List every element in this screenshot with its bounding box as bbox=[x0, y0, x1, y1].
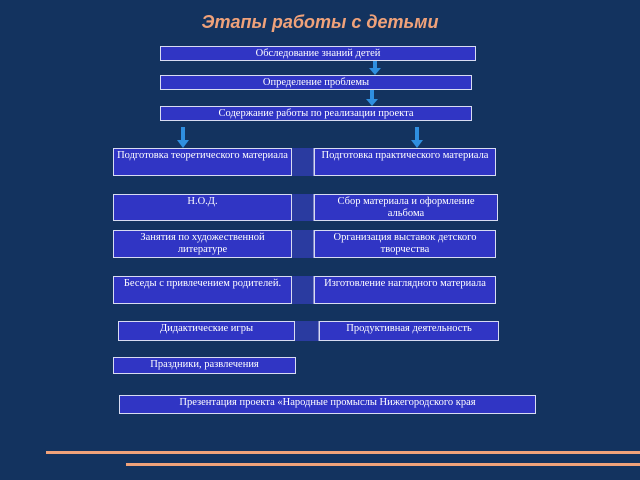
presentation-box: Презентация проекта «Народные промыслы Нижегородского края bbox=[119, 395, 536, 414]
decorative-stripe bbox=[126, 463, 640, 466]
problem-box: Определение проблемы bbox=[160, 75, 472, 90]
row-connector bbox=[292, 148, 314, 176]
practical-material-box: Подготовка практического материала bbox=[314, 148, 496, 176]
row-connector bbox=[292, 276, 314, 304]
nod-box: Н.О.Д. bbox=[113, 194, 292, 221]
row-connector bbox=[295, 321, 319, 341]
page-title: Этапы работы с детьми bbox=[201, 12, 439, 32]
down-arrow-icon bbox=[366, 90, 378, 106]
survey-box: Обследование знаний детей bbox=[160, 46, 476, 61]
exhibitions-box: Организация выставок детского творчества bbox=[314, 230, 496, 258]
holidays-box: Праздники, развлечения bbox=[113, 357, 296, 374]
row-connector bbox=[292, 194, 314, 221]
parents-talks-box: Беседы с привлечением родителей. bbox=[113, 276, 292, 304]
theoretical-material-box: Подготовка теоретического материала bbox=[113, 148, 292, 176]
literature-lessons-box: Занятия по художественной литературе bbox=[113, 230, 292, 258]
album-box: Сбор материала и оформление альбома bbox=[314, 194, 498, 221]
didactic-games-box: Дидактические игры bbox=[118, 321, 295, 341]
decorative-stripe bbox=[46, 451, 640, 454]
productive-activity-box: Продуктивная деятельность bbox=[319, 321, 499, 341]
down-arrow-icon bbox=[411, 127, 423, 148]
row-connector bbox=[292, 230, 314, 258]
project-content-box: Содержание работы по реализации проекта bbox=[160, 106, 472, 121]
down-arrow-icon bbox=[177, 127, 189, 148]
down-arrow-icon bbox=[369, 61, 381, 75]
visual-material-box: Изготовление наглядного материала bbox=[314, 276, 496, 304]
